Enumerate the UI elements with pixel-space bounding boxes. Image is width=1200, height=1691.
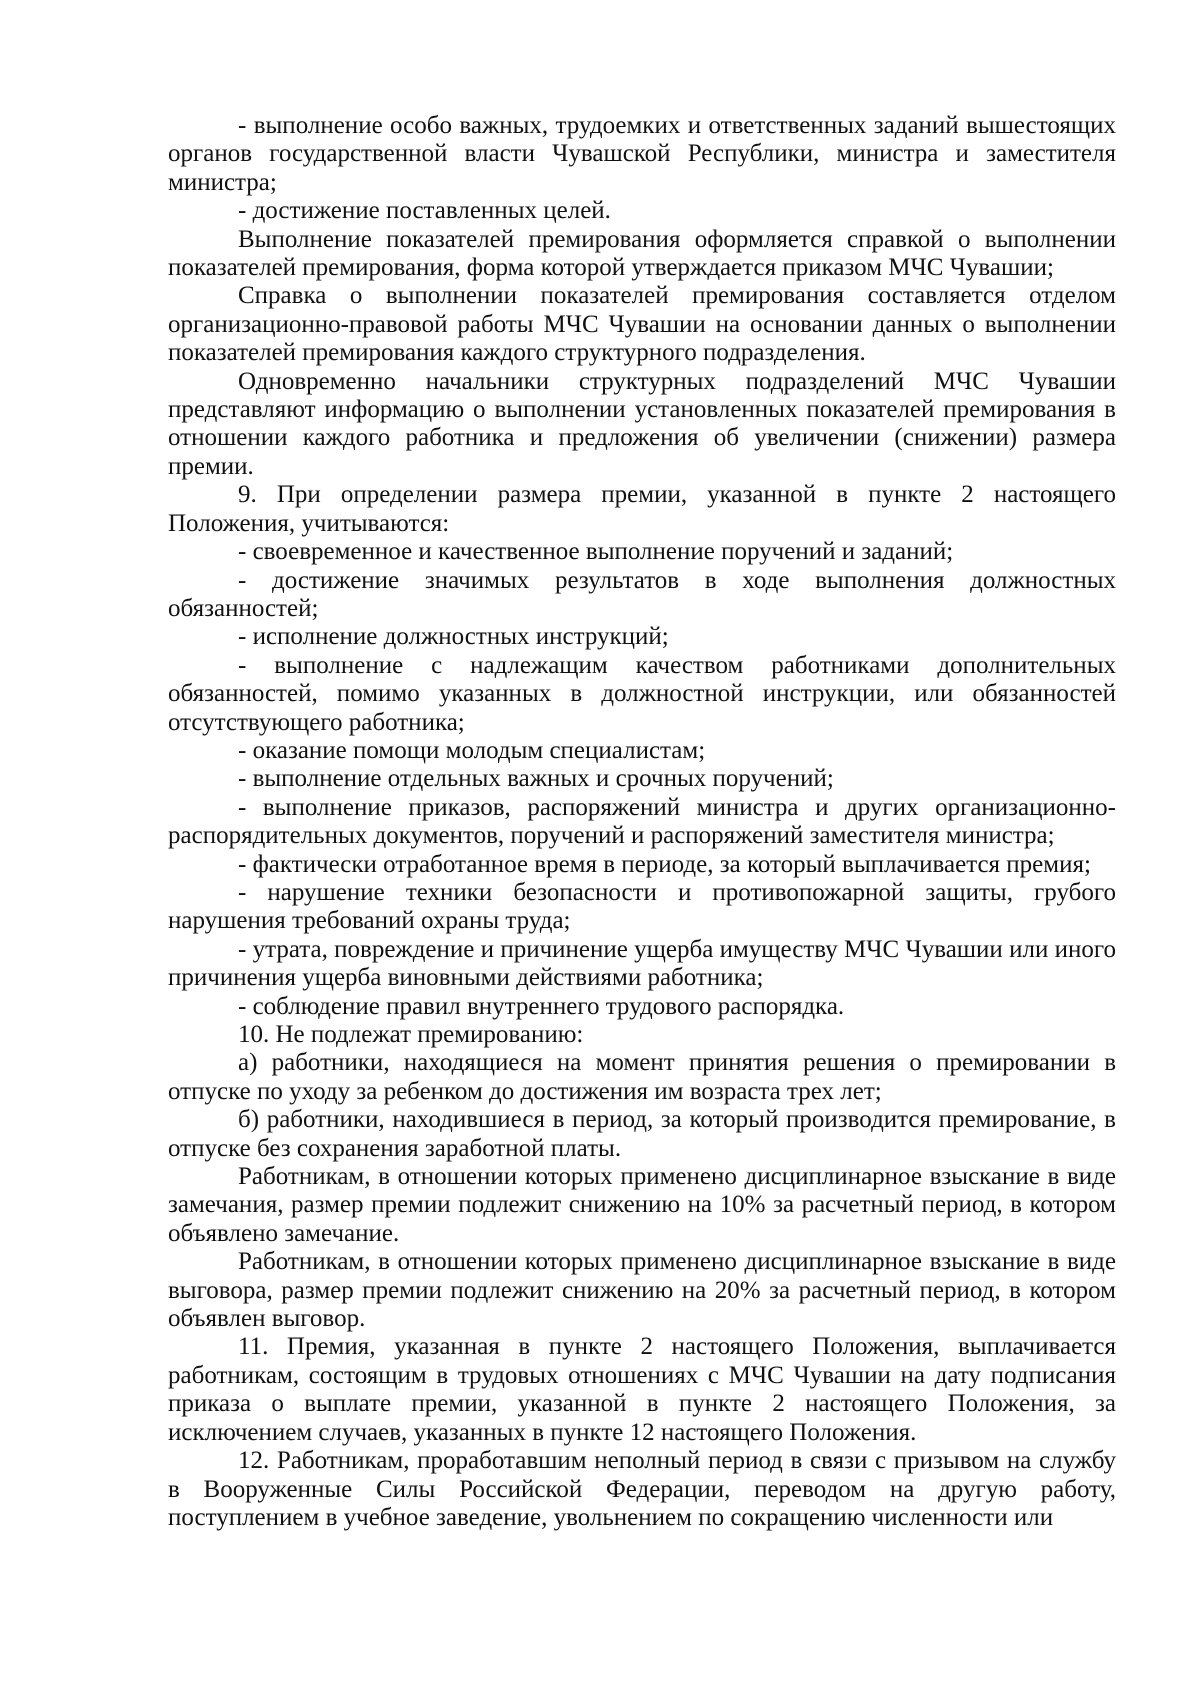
- document-page: [168, 112, 1116, 1532]
- paragraph-item-10: 10. Не подлежат премированию:: [238, 1021, 584, 1048]
- paragraph-reference-form: Выполнение показателей премирования оформляется справкой о выполнении показателей премирования, форма которой утверждается приказом МЧС Чувашии;: [168, 225, 1116, 282]
- paragraph-reference-compiled: Справка о выполнении показателей премирования составляется отделом организационно-правовой работы МЧС Чувашии на основании данных о выполнении показателей премирования каждого структурного подразделения.: [168, 282, 1116, 367]
- paragraph-bullet-urgent: - выполнение отдельных важных и срочных поручений;: [238, 765, 834, 793]
- paragraph-item-12: 12. Работникам, проработавшим неполный период в связи с призывом на службу в Вооруженные Силы Российской Федерации, переводом на другую работу, поступлением в учебное заведение, увольнением по сокращению численности или: [168, 1447, 1116, 1531]
- paragraph-bullet-instructions: - исполнение должностных инструкций;: [238, 623, 669, 651]
- paragraph-item-10b: б) работники, находившиеся в период, за который производится премирование, в отпуске без сохранения заработной платы.: [168, 1106, 1116, 1162]
- paragraph-item-9: 9. При определении размера премии, указанной в пункте 2 настоящего Положения, учитываются:: [168, 481, 1116, 537]
- paragraph-remark-10: Работникам, в отношении которых применено дисциплинарное взыскание в виде замечания, размер премии подлежит снижению на 10% за расчетный период, в котором объявлено замечание.: [168, 1163, 1116, 1247]
- paragraph-bullet-important-tasks: - выполнение особо важных, трудоемких и ответственных заданий вышестоящих органов государственной власти Чувашской Республики, министра и заместителя министра;: [168, 112, 1116, 196]
- paragraph-heads-info: Одновременно начальники структурных подразделений МЧС Чувашии представляют информацию о выполнении установленных показателей премирования в отношении каждого работника и предложения об увеличении (снижении) размера премии.: [168, 367, 1116, 480]
- paragraph-bullet-damage: - утрата, повреждение и причинение ущерба имуществу МЧС Чувашии или иного причинения ущерба виновными действиями работника;: [168, 935, 1116, 992]
- paragraph-reprimand-20: Работникам, в отношении которых применено дисциплинарное взыскание в виде выговора, размер премии подлежит снижению на 20% за расчетный период, в котором объявлен выговор.: [168, 1248, 1116, 1333]
- paragraph-bullet-orders: - выполнение приказов, распоряжений министра и других организационно-распорядительных документов, поручений и распоряжений заместителя министра;: [168, 793, 1116, 850]
- paragraph-bullet-discipline: - соблюдение правил внутреннего трудового распорядка.: [238, 992, 845, 1020]
- paragraph-bullet-timely: - своевременное и качественное выполнение поручений и заданий;: [238, 538, 954, 566]
- paragraph-bullet-goals: - достижение поставленных целей.: [238, 197, 611, 225]
- paragraph-bullet-additional-duties: - выполнение с надлежащим качеством работниками дополнительных обязанностей, помимо указанных в должностной инструкции, или обязанностей отсутствующего работника;: [168, 651, 1116, 736]
- paragraph-bullet-time-worked: - фактически отработанное время в периоде, за который выплачивается премия;: [238, 850, 1091, 878]
- paragraph-bullet-results: - достижение значимых результатов в ходе выполнения должностных обязанностей;: [168, 566, 1116, 622]
- paragraph-item-11: 11. Премия, указанная в пункте 2 настоящего Положения, выплачивается работникам, состоящим в трудовых отношениях с МЧС Чувашии на дату подписания приказа о выплате премии, указанной в пункте 2 настоящего Положения, за исключением случаев, указанных в пункте 12 настоящего Положения.: [168, 1333, 1116, 1446]
- paragraph-bullet-safety: - нарушение техники безопасности и противопожарной защиты, грубого нарушения требований охраны труда;: [168, 878, 1116, 935]
- paragraph-item-10a: а) работники, находящиеся на момент принятия решения о премировании в отпуске по уходу за ребенком до достижения им возраста трех лет;: [168, 1049, 1116, 1105]
- paragraph-bullet-mentoring: - оказание помощи молодым специалистам;: [238, 736, 706, 764]
